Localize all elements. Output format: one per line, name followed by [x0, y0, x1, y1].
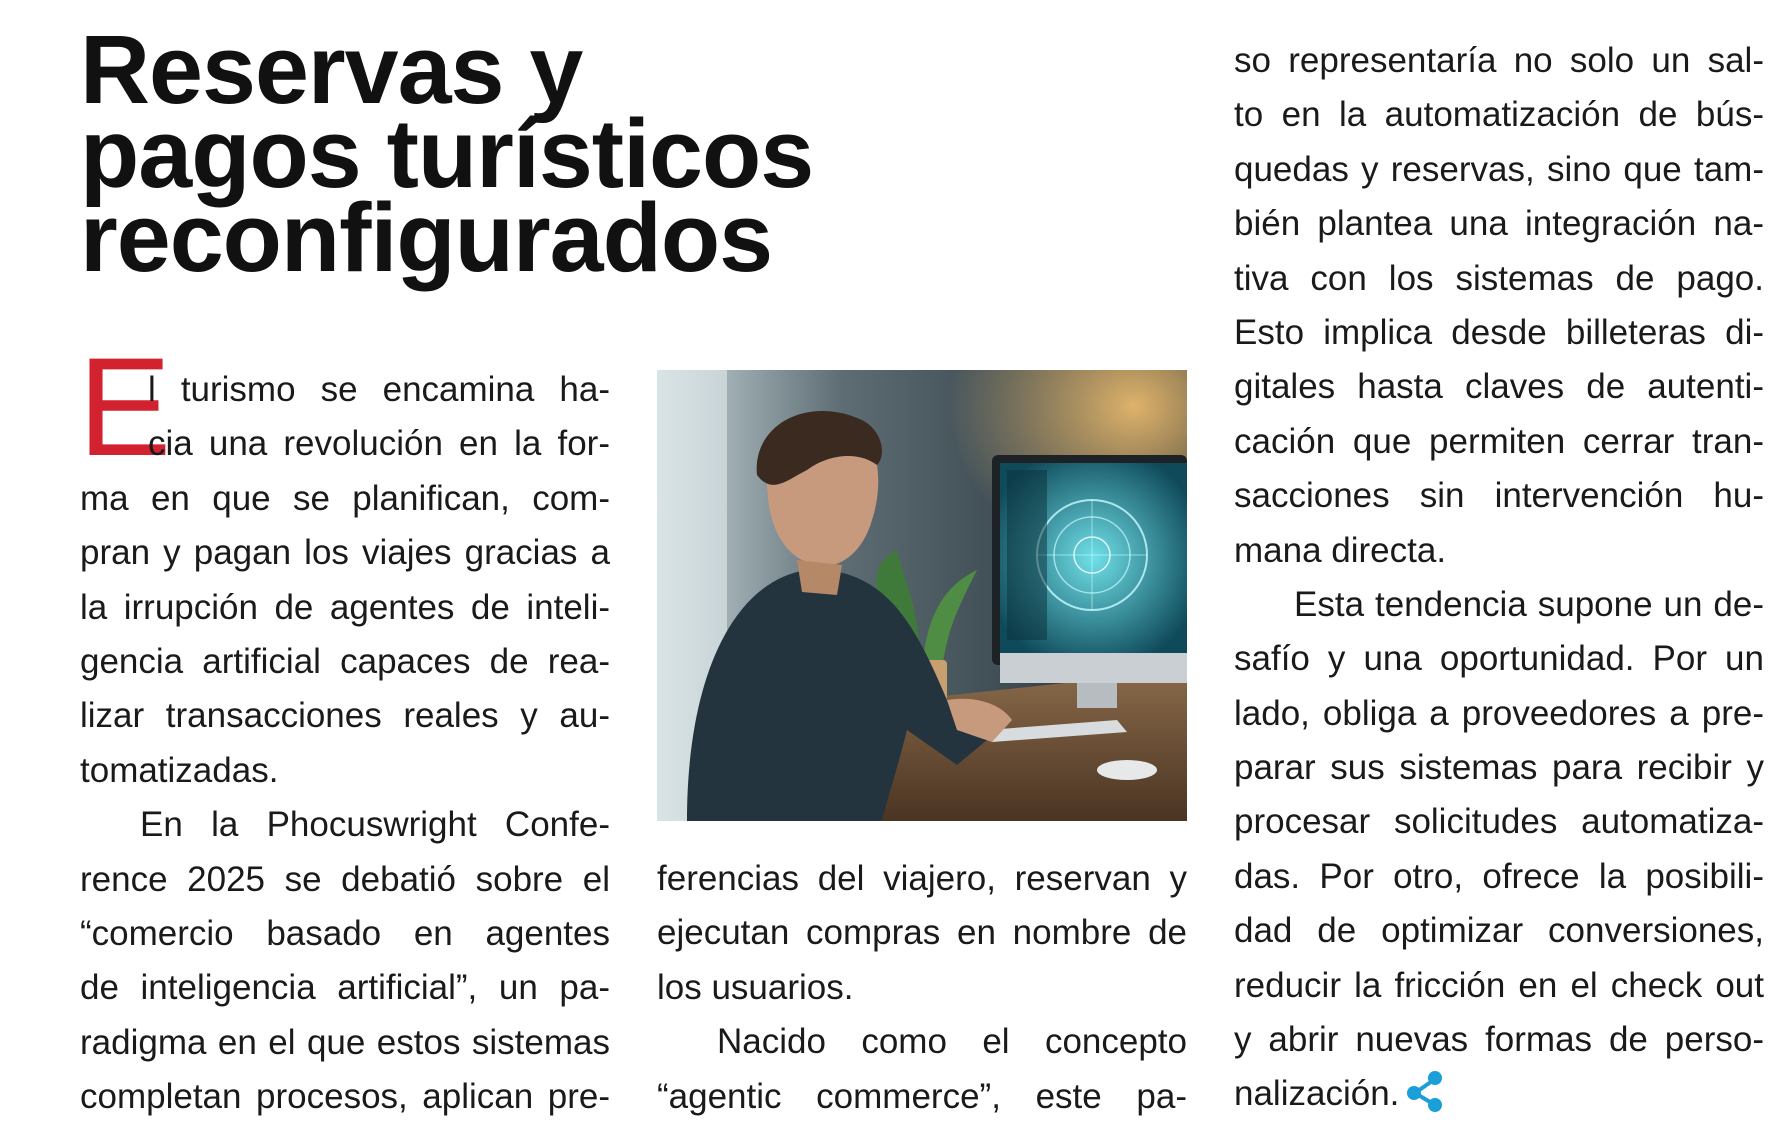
photo-illustration	[657, 370, 1187, 821]
article-line: ejecutan compras en nombre de	[657, 913, 1187, 953]
article-line: cia una revolución en la for-	[148, 424, 610, 464]
article-line: reducir la fricción en el check out	[1234, 965, 1764, 1005]
article-line: quedas y reservas, sino que tam-	[1234, 149, 1764, 189]
article-line: y abrir nuevas formas de perso-	[1234, 1020, 1764, 1060]
article-column-1	[80, 363, 610, 1124]
article-line: so representaría no solo un sal-	[1234, 41, 1764, 80]
article-line: safío y una oportunidad. Por un	[1234, 639, 1764, 679]
article-line: radigma en el que estos sistemas	[80, 1022, 610, 1062]
article-column-2	[657, 852, 1187, 1124]
article-line: sacciones sin intervención hu-	[1234, 476, 1764, 516]
article-line: Nacido como el concepto	[717, 1022, 1187, 1062]
headline-line-2: pagos turísticos	[80, 99, 814, 208]
article-line: cación que permiten cerrar tran-	[1234, 421, 1764, 461]
article-line: completan procesos, aplican pre-	[80, 1077, 610, 1117]
article-line: Esto implica desde billeteras di-	[1234, 312, 1764, 352]
headline	[80, 15, 1160, 292]
article-line: de inteligencia artificial”, un pa-	[80, 968, 610, 1008]
article-line: “comercio basado en agentes	[80, 913, 610, 953]
article-line: Esta tendencia supone un de-	[1294, 584, 1764, 624]
article-line: bién plantea una integración na-	[1234, 204, 1764, 244]
article-line: l turismo se encamina ha-	[148, 370, 610, 409]
article-line: tomatizadas.	[80, 750, 279, 790]
headline-line-3: reconfigurados	[80, 183, 773, 292]
article-line: “agentic commerce”, este pa-	[657, 1076, 1187, 1116]
article-line: nalización.	[1234, 1074, 1400, 1114]
drop-cap: E	[78, 328, 172, 485]
article-line: ferencias del viajero, reservan y	[657, 859, 1187, 898]
article-line: mana directa.	[1234, 530, 1447, 570]
article-line-final	[1234, 1067, 1764, 1121]
article-line: gencia artificial capaces de rea-	[80, 641, 610, 681]
article-line: pran y pagan los viajes gracias a	[80, 533, 610, 573]
article-column-3	[1234, 34, 1764, 1122]
headline-line-1: Reservas y	[80, 15, 583, 124]
article-line: lado, obliga a proveedores a pre-	[1234, 693, 1764, 733]
article-line: tiva con los sistemas de pago.	[1234, 258, 1764, 298]
article-line: rence 2025 se debatió sobre el	[80, 859, 610, 899]
article-line: la irrupción de agentes de inteli-	[80, 587, 610, 627]
article-photo	[657, 370, 1187, 821]
article-line: dad de optimizar conversiones,	[1234, 911, 1764, 951]
article-line: parar sus sistemas para recibir y	[1234, 748, 1764, 788]
article-line: los usuarios.	[657, 967, 854, 1007]
article-line: lizar transacciones reales y au-	[80, 696, 610, 736]
article-line: procesar solicitudes automatiza-	[1234, 802, 1764, 842]
article-line: to en la automatización de bús-	[1234, 95, 1764, 135]
share-icon[interactable]	[1405, 1069, 1445, 1113]
article-line: das. Por otro, ofrece la posibili-	[1234, 856, 1764, 896]
article-line: ma en que se planifican, com-	[80, 478, 610, 518]
article-line: En la Phocuswright Confe-	[140, 805, 610, 845]
article-line: gitales hasta claves de autenti-	[1234, 367, 1764, 407]
